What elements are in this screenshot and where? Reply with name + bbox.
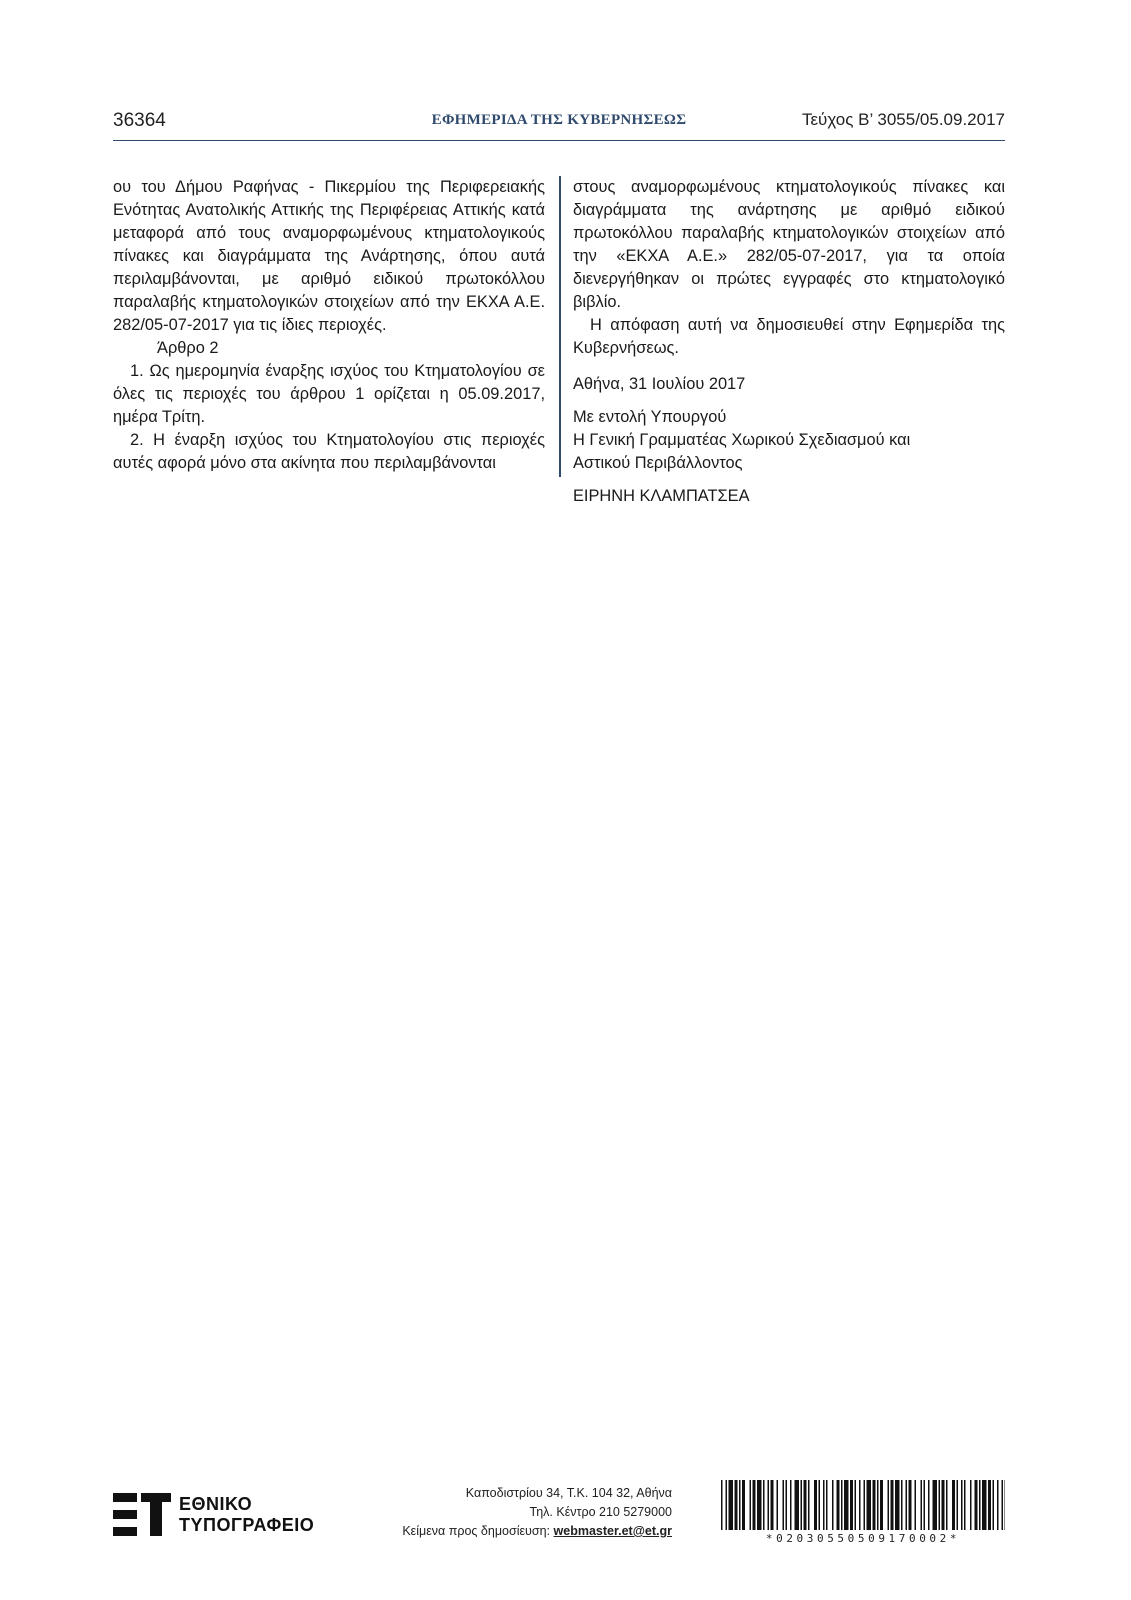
paragraph: ου του Δήμου Ραφήνας - Πικερμίου της Περιφερειακής Ενότητας Ανατολικής Αττικής της Περιφέρειας Αττικής κατά μεταφορά από τους αναμορφωμένους κτηματολογικούς πίνακες και διαγράμματα της Ανάρτησης, όπου αυτά περιλαμβάνονται, με αριθμό ειδικού πρωτοκόλλου παραλαβής κτηματολογικών στοιχείων από την ΕΚΧΑ Α.Ε. 282/05-07-2017 για τις ίδιες περιοχές.	[113, 178, 545, 334]
barcode-bar	[841, 1480, 843, 1530]
national-printing-office-logo	[113, 1490, 323, 1540]
barcode-bar	[783, 1480, 785, 1530]
barcode-bar	[957, 1480, 959, 1530]
paragraph: Η απόφαση αυτή να δημοσιευθεί στην Εφημερίδα της Κυβερνήσεως.	[573, 316, 1005, 357]
submission-line	[360, 1522, 672, 1541]
barcode-bar	[801, 1480, 803, 1530]
barcode-bar	[823, 1480, 825, 1530]
barcode-bar	[1005, 1480, 1006, 1530]
et-logo-icon	[113, 1490, 171, 1540]
barcode-bar	[942, 1480, 945, 1530]
barcode-bar	[768, 1480, 770, 1530]
barcode-bar	[814, 1480, 817, 1530]
barcode-bar	[961, 1480, 963, 1530]
barcode-bar	[777, 1480, 779, 1530]
barcode-bar	[786, 1480, 788, 1530]
gazette-title: ΕΦΗΜΕΡΙΔΑ ΤΗΣ ΚΥΒΕΡΝΗΣΕΩΣ	[431, 112, 687, 128]
logo-line: ΕΘΝΙΚΟ	[179, 1494, 253, 1514]
barcode	[721, 1480, 1005, 1534]
barcode-bar	[891, 1480, 894, 1530]
signature-date: Αθήνα, 31 Ιουλίου 2017	[573, 375, 746, 393]
logo-text	[179, 1494, 314, 1536]
address: Καποδιστρίου 34, Τ.Κ. 104 32, Αθήνα	[465, 1486, 672, 1500]
barcode-bar	[837, 1480, 840, 1530]
page-number: 36364	[113, 110, 166, 131]
barcode-bar	[804, 1480, 807, 1530]
barcode-bar	[921, 1480, 923, 1530]
barcode-bar	[850, 1480, 853, 1530]
barcode-bar	[750, 1480, 752, 1530]
signatory-name: ΕΙΡΗΝΗ ΚΛΑΜΠΑΤΣΕΑ	[573, 487, 750, 505]
barcode-bar	[757, 1480, 762, 1530]
barcode-bar	[826, 1480, 828, 1530]
issue-number: Τεύχος Β’ 3055/05.09.2017	[801, 110, 1005, 129]
barcode-bar	[819, 1480, 821, 1530]
column-divider	[559, 176, 561, 477]
barcode-bar	[771, 1480, 774, 1530]
barcode-bar	[915, 1480, 917, 1530]
barcode-bar	[873, 1480, 876, 1530]
signature-line: Με εντολή Υπουργού	[573, 408, 727, 426]
barcode-bar	[795, 1480, 800, 1530]
paragraph: στους αναμορφωμένους κτηματολογικούς πίνακες και διαγράμματα της ανάρτησης με αριθμό ειδικού πρωτοκόλλου παραλαβής κτηματολογικών στοιχείων από την «ΕΚΧΑ Α.Ε.» 282/05-07-2017, για τα οποία διενεργήθηκαν οι πρώτες εγγραφές στο κτηματολογικό βιβλίο.	[573, 178, 1005, 311]
barcode-number: *02030550509170002*	[765, 1532, 961, 1545]
barcode-bar	[729, 1480, 734, 1530]
barcode-bar	[924, 1480, 926, 1530]
barcode-bar	[864, 1480, 866, 1530]
barcode-bar	[753, 1480, 756, 1530]
barcode-bar	[952, 1480, 955, 1530]
barcode-bar	[763, 1480, 765, 1530]
barcode-bar	[880, 1480, 883, 1530]
barcode-bar	[739, 1480, 741, 1530]
barcode-bar	[742, 1480, 745, 1530]
barcode-bar	[909, 1480, 912, 1530]
barcode-bar	[790, 1480, 792, 1530]
barcode-bar	[855, 1480, 857, 1530]
phone: Τηλ. Κέντρο 210 5279000	[529, 1505, 672, 1519]
barcode-bar	[832, 1480, 834, 1530]
barcode-bar	[895, 1480, 900, 1530]
barcode-bar	[970, 1480, 972, 1530]
barcode-bar	[901, 1480, 903, 1530]
barcode-bar	[1002, 1480, 1004, 1530]
barcode-bar	[867, 1480, 872, 1530]
barcode-bar	[888, 1480, 890, 1530]
barcode-bar	[906, 1480, 908, 1530]
barcode-bar	[859, 1480, 861, 1530]
barcode-bar	[946, 1480, 948, 1530]
email-link[interactable]: webmaster.et@et.gr	[553, 1524, 672, 1538]
footer-contact	[360, 1484, 672, 1541]
barcode-bar	[735, 1480, 738, 1530]
logo-line: ΤΥΠΟΓΡΑΦΕΙΟ	[179, 1515, 315, 1535]
barcode-bar	[726, 1480, 728, 1530]
barcode-bar	[877, 1480, 879, 1530]
barcode-bar	[979, 1480, 981, 1530]
barcode-bar	[975, 1480, 978, 1530]
barcode-bar	[982, 1480, 987, 1530]
signature-line: Αστικού Περιβάλλοντος	[573, 454, 743, 472]
barcode-bar	[988, 1480, 991, 1530]
barcode-bar	[993, 1480, 995, 1530]
right-column	[573, 176, 1005, 508]
submission-label: Κείμενα προς δημοσίευση:	[402, 1524, 551, 1538]
barcode-bar	[964, 1480, 966, 1530]
barcode-bar	[721, 1480, 723, 1530]
barcode-bar	[939, 1480, 941, 1530]
signature-line: Η Γενική Γραμματέας Χωρικού Σχεδιασμού και	[573, 431, 911, 449]
paragraph: 2. Η έναρξη ισχύος του Κτηματολογίου στις περιοχές αυτές αφορά μόνο στα ακίνητα που περιλαμβάνονται	[113, 431, 545, 472]
barcode-bar	[808, 1480, 810, 1530]
article-title: Άρθρο 2	[157, 339, 219, 357]
paragraph: 1. Ως ημερομηνία έναρξης ισχύος του Κτηματολογίου σε όλες τις περιοχές του άρθρου 1 ορίζεται η 05.09.2017, ημέρα Τρίτη.	[113, 362, 545, 426]
page-header	[113, 110, 1005, 141]
barcode-bar	[933, 1480, 938, 1530]
barcode-bar	[928, 1480, 930, 1530]
barcode-bar	[997, 1480, 999, 1530]
left-column	[113, 176, 545, 475]
barcode-bar	[844, 1480, 849, 1530]
